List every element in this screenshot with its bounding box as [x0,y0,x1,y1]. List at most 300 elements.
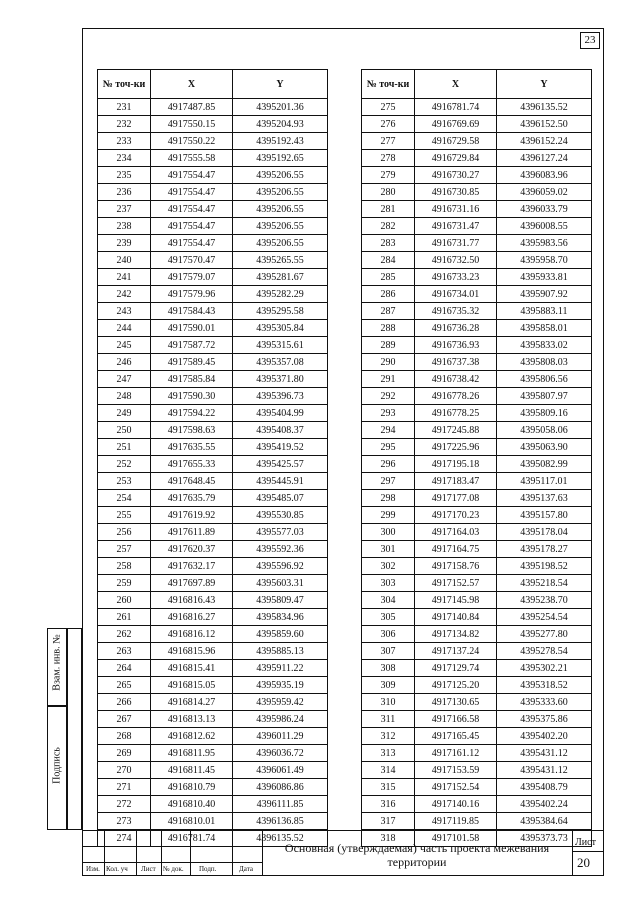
x-coordinate: 4916736.93 [415,337,497,354]
y-coordinate: 4395809.47 [233,592,328,609]
point-number: 306 [362,626,415,643]
table-row [98,99,328,116]
stamp-col-list: Лист [141,865,156,873]
x-coordinate: 4917165.45 [415,728,497,745]
point-number: 308 [362,660,415,677]
y-coordinate: 4395592.36 [233,541,328,558]
y-coordinate: 4395408.79 [497,779,592,796]
point-number: 247 [98,371,151,388]
y-coordinate: 4395603.31 [233,575,328,592]
table-row [98,354,328,371]
y-coordinate: 4395373.73 [497,830,592,847]
y-coordinate: 4395357.08 [233,354,328,371]
y-coordinate: 4395238.70 [497,592,592,609]
point-number: 243 [98,303,151,320]
stamp-col-data: Дата [239,865,253,873]
y-coordinate: 4396135.52 [233,830,328,847]
point-number: 249 [98,405,151,422]
point-number: 237 [98,201,151,218]
table-row [362,422,592,439]
table-row [98,116,328,133]
table-row [98,677,328,694]
point-number: 236 [98,184,151,201]
col-header-y: Y [233,70,328,99]
table-row [362,405,592,422]
table-row [362,592,592,609]
x-coordinate: 4917635.79 [151,490,233,507]
x-coordinate: 4916815.96 [151,643,233,660]
y-coordinate: 4395278.54 [497,643,592,660]
point-number: 267 [98,711,151,728]
y-coordinate: 4395806.56 [497,371,592,388]
x-coordinate: 4916810.01 [151,813,233,830]
stamp-col-podp: Подп. [199,865,217,873]
point-number: 312 [362,728,415,745]
x-coordinate: 4917140.84 [415,609,497,626]
table-row [362,439,592,456]
table-row [98,575,328,592]
table-row [362,473,592,490]
y-coordinate: 4395485.07 [233,490,328,507]
x-coordinate: 4917158.76 [415,558,497,575]
point-number: 279 [362,167,415,184]
table-row [98,643,328,660]
point-number: 260 [98,592,151,609]
y-coordinate: 4395063.90 [497,439,592,456]
table-row [362,626,592,643]
point-number: 239 [98,235,151,252]
y-coordinate: 4395318.52 [497,677,592,694]
table-row [362,303,592,320]
x-coordinate: 4916815.41 [151,660,233,677]
y-coordinate: 4395809.16 [497,405,592,422]
y-coordinate: 4395907.92 [497,286,592,303]
col-header-x: X [151,70,233,99]
x-coordinate: 4917125.20 [415,677,497,694]
y-coordinate: 4395933.81 [497,269,592,286]
y-coordinate: 4395808.03 [497,354,592,371]
y-coordinate: 4395137.63 [497,490,592,507]
point-number: 310 [362,694,415,711]
point-number: 300 [362,524,415,541]
x-coordinate: 4916811.45 [151,762,233,779]
x-coordinate: 4916769.69 [415,116,497,133]
point-number: 313 [362,745,415,762]
x-coordinate: 4917590.01 [151,320,233,337]
x-coordinate: 4917554.47 [151,235,233,252]
coordinates-table-right [361,69,592,847]
col-header-y: Y [497,70,592,99]
y-coordinate: 4396135.52 [497,99,592,116]
table-row [98,422,328,439]
point-number: 258 [98,558,151,575]
table-row [98,762,328,779]
point-number: 275 [362,99,415,116]
y-coordinate: 4395157.80 [497,507,592,524]
x-coordinate: 4917570.47 [151,252,233,269]
y-coordinate: 4395206.55 [233,184,328,201]
point-number: 311 [362,711,415,728]
point-number: 257 [98,541,151,558]
y-coordinate: 4395885.13 [233,643,328,660]
point-number: 318 [362,830,415,847]
y-coordinate: 4395596.92 [233,558,328,575]
point-number: 315 [362,779,415,796]
y-coordinate: 4396083.96 [497,167,592,184]
y-coordinate: 4395958.70 [497,252,592,269]
point-number: 268 [98,728,151,745]
x-coordinate: 4916736.28 [415,320,497,337]
point-number: 281 [362,201,415,218]
point-number: 238 [98,218,151,235]
point-number: 317 [362,813,415,830]
table-row [98,626,328,643]
table-row [362,456,592,473]
table-row [98,592,328,609]
x-coordinate: 4917635.55 [151,439,233,456]
point-number: 263 [98,643,151,660]
table-row [98,558,328,575]
x-coordinate: 4917164.75 [415,541,497,558]
point-number: 307 [362,643,415,660]
y-coordinate: 4395445.91 [233,473,328,490]
point-number: 297 [362,473,415,490]
x-coordinate: 4917166.58 [415,711,497,728]
y-coordinate: 4395204.93 [233,116,328,133]
table-row [98,694,328,711]
table-row [98,779,328,796]
point-number: 251 [98,439,151,456]
x-coordinate: 4917585.84 [151,371,233,388]
y-coordinate: 4396036.72 [233,745,328,762]
x-coordinate: 4917170.23 [415,507,497,524]
point-number: 296 [362,456,415,473]
table-row [362,133,592,150]
x-coordinate: 4917697.89 [151,575,233,592]
table-row [362,150,592,167]
point-number: 234 [98,150,151,167]
table-row [98,541,328,558]
point-number: 288 [362,320,415,337]
table-row [98,303,328,320]
stamp-col-doc: № док. [163,865,184,873]
y-coordinate: 4395384.64 [497,813,592,830]
x-coordinate: 4917195.18 [415,456,497,473]
x-coordinate: 4917611.89 [151,524,233,541]
x-coordinate: 4916810.79 [151,779,233,796]
x-coordinate: 4917225.96 [415,439,497,456]
x-coordinate: 4916778.25 [415,405,497,422]
table-row [98,524,328,541]
y-coordinate: 4396111.85 [233,796,328,813]
x-coordinate: 4917587.72 [151,337,233,354]
y-coordinate: 4395859.60 [233,626,328,643]
table-row [98,337,328,354]
y-coordinate: 4396011.29 [233,728,328,745]
x-coordinate: 4917655.33 [151,456,233,473]
point-number: 264 [98,660,151,677]
x-coordinate: 4916816.27 [151,609,233,626]
x-coordinate: 4917177.08 [415,490,497,507]
y-coordinate: 4395082.99 [497,456,592,473]
x-coordinate: 4916730.85 [415,184,497,201]
x-coordinate: 4916814.27 [151,694,233,711]
x-coordinate: 4916813.13 [151,711,233,728]
title-block [82,830,604,876]
point-number: 272 [98,796,151,813]
x-coordinate: 4916731.16 [415,201,497,218]
x-coordinate: 4917129.74 [415,660,497,677]
table-row [98,235,328,252]
col-header-x: X [415,70,497,99]
x-coordinate: 4916811.95 [151,745,233,762]
y-coordinate: 4395402.24 [497,796,592,813]
x-coordinate: 4917183.47 [415,473,497,490]
x-coordinate: 4917554.47 [151,184,233,201]
table-row [98,439,328,456]
point-number: 246 [98,354,151,371]
table-row [98,456,328,473]
table-row [98,745,328,762]
table-row [362,490,592,507]
y-coordinate: 4395333.60 [497,694,592,711]
x-coordinate: 4917584.43 [151,303,233,320]
point-number: 255 [98,507,151,524]
x-coordinate: 4917134.82 [415,626,497,643]
point-number: 256 [98,524,151,541]
x-coordinate: 4917164.03 [415,524,497,541]
x-coordinate: 4916732.50 [415,252,497,269]
table-row [362,643,592,660]
x-coordinate: 4916810.40 [151,796,233,813]
x-coordinate: 4917101.58 [415,830,497,847]
point-number: 293 [362,405,415,422]
y-coordinate: 4395198.52 [497,558,592,575]
y-coordinate: 4395117.01 [497,473,592,490]
y-coordinate: 4395206.55 [233,167,328,184]
table-row [98,660,328,677]
table-row [98,218,328,235]
point-number: 252 [98,456,151,473]
x-coordinate: 4917140.16 [415,796,497,813]
table-row [98,473,328,490]
point-number: 244 [98,320,151,337]
point-number: 254 [98,490,151,507]
point-number: 265 [98,677,151,694]
x-coordinate: 4916734.01 [415,286,497,303]
x-coordinate: 4917555.58 [151,150,233,167]
table-row [362,184,592,201]
table-row [362,388,592,405]
table-row [362,371,592,388]
y-coordinate: 4395833.02 [497,337,592,354]
point-number: 231 [98,99,151,116]
x-coordinate: 4917579.96 [151,286,233,303]
y-coordinate: 4395206.55 [233,218,328,235]
point-number: 273 [98,813,151,830]
table-row [98,150,328,167]
x-coordinate: 4917137.24 [415,643,497,660]
stamp-col-kol: Кол. уч [106,865,128,873]
point-number: 294 [362,422,415,439]
y-coordinate: 4395265.55 [233,252,328,269]
table-row [98,320,328,337]
point-number: 259 [98,575,151,592]
point-number: 287 [362,303,415,320]
table-row [98,796,328,813]
y-coordinate: 4395201.36 [233,99,328,116]
x-coordinate: 4917554.47 [151,167,233,184]
y-coordinate: 4396136.85 [233,813,328,830]
x-coordinate: 4917598.63 [151,422,233,439]
y-coordinate: 4395305.84 [233,320,328,337]
point-number: 285 [362,269,415,286]
point-number: 266 [98,694,151,711]
point-number: 301 [362,541,415,558]
point-number: 314 [362,762,415,779]
x-coordinate: 4917152.54 [415,779,497,796]
side-label-vzam: Взам. инв. № [51,634,63,691]
x-coordinate: 4917487.85 [151,99,233,116]
table-row [362,558,592,575]
point-number: 245 [98,337,151,354]
y-coordinate: 4395315.61 [233,337,328,354]
y-coordinate: 4395375.86 [497,711,592,728]
y-coordinate: 4395302.21 [497,660,592,677]
point-number: 253 [98,473,151,490]
point-number: 292 [362,388,415,405]
y-coordinate: 4395178.27 [497,541,592,558]
table-row [362,575,592,592]
table-row [362,728,592,745]
side-label-podpis: Подпись [51,747,63,784]
y-coordinate: 4395419.52 [233,439,328,456]
y-coordinate: 4396152.50 [497,116,592,133]
point-number: 276 [362,116,415,133]
y-coordinate: 4395396.73 [233,388,328,405]
x-coordinate: 4917619.92 [151,507,233,524]
x-coordinate: 4916737.38 [415,354,497,371]
table-row [362,337,592,354]
point-number: 302 [362,558,415,575]
y-coordinate: 4395192.43 [233,133,328,150]
point-number: 235 [98,167,151,184]
point-number: 277 [362,133,415,150]
table-row [362,218,592,235]
x-coordinate: 4916738.42 [415,371,497,388]
x-coordinate: 4916781.74 [415,99,497,116]
point-number: 269 [98,745,151,762]
table-row [98,609,328,626]
x-coordinate: 4917579.07 [151,269,233,286]
table-row [362,524,592,541]
x-coordinate: 4916815.05 [151,677,233,694]
table-row [362,167,592,184]
table-row [98,286,328,303]
y-coordinate: 4395883.11 [497,303,592,320]
point-number: 283 [362,235,415,252]
x-coordinate: 4917550.15 [151,116,233,133]
point-number: 305 [362,609,415,626]
point-number: 303 [362,575,415,592]
table-row [98,133,328,150]
y-coordinate: 4395254.54 [497,609,592,626]
table-row [362,252,592,269]
x-coordinate: 4917589.45 [151,354,233,371]
table-row [362,541,592,558]
y-coordinate: 4395192.65 [233,150,328,167]
y-coordinate: 4395281.67 [233,269,328,286]
x-coordinate: 4917145.98 [415,592,497,609]
y-coordinate: 4396127.24 [497,150,592,167]
table-row [98,728,328,745]
point-number: 282 [362,218,415,235]
y-coordinate: 4396008.55 [497,218,592,235]
point-number: 271 [98,779,151,796]
point-number: 284 [362,252,415,269]
table-row [362,320,592,337]
table-row [362,609,592,626]
table-row [362,745,592,762]
sheet-number: 20 [577,855,590,870]
table-row [362,201,592,218]
table-row [362,694,592,711]
x-coordinate: 4916781.74 [151,830,233,847]
table-row [362,269,592,286]
x-coordinate: 4917632.17 [151,558,233,575]
sheet-label: Лист [575,837,596,848]
x-coordinate: 4916816.12 [151,626,233,643]
y-coordinate: 4395577.03 [233,524,328,541]
point-number: 280 [362,184,415,201]
point-number: 261 [98,609,151,626]
y-coordinate: 4395295.58 [233,303,328,320]
x-coordinate: 4917130.65 [415,694,497,711]
table-row [98,388,328,405]
point-number: 233 [98,133,151,150]
y-coordinate: 4395408.37 [233,422,328,439]
point-number: 286 [362,286,415,303]
x-coordinate: 4916730.27 [415,167,497,184]
y-coordinate: 4396152.24 [497,133,592,150]
point-number: 242 [98,286,151,303]
table-row [362,235,592,252]
point-number: 250 [98,422,151,439]
y-coordinate: 4396061.49 [233,762,328,779]
table-row [362,116,592,133]
coordinates-table-left [97,69,328,847]
point-number: 241 [98,269,151,286]
point-number: 298 [362,490,415,507]
y-coordinate: 4395218.54 [497,575,592,592]
point-number: 274 [98,830,151,847]
col-header-num: № точ-ки [362,70,415,99]
y-coordinate: 4395277.80 [497,626,592,643]
x-coordinate: 4917590.30 [151,388,233,405]
table-row [98,167,328,184]
point-number: 270 [98,762,151,779]
table-row [362,677,592,694]
table-row [362,711,592,728]
table-row [98,371,328,388]
y-coordinate: 4395425.57 [233,456,328,473]
x-coordinate: 4916731.47 [415,218,497,235]
table-row [98,490,328,507]
y-coordinate: 4395206.55 [233,235,328,252]
x-coordinate: 4916729.58 [415,133,497,150]
x-coordinate: 4916731.77 [415,235,497,252]
y-coordinate: 4395282.29 [233,286,328,303]
